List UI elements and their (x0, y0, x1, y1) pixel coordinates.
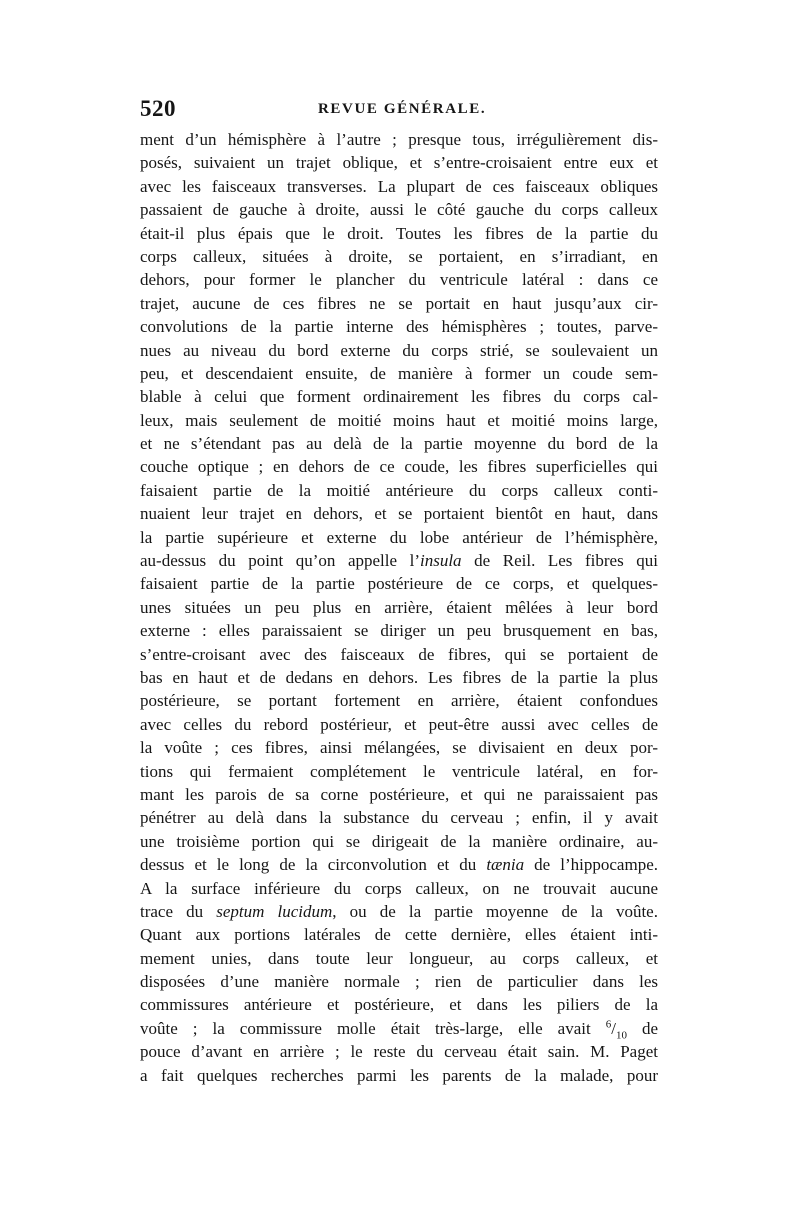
text-segment: de Reil. Les fibres qui (461, 551, 658, 571)
text-line: pouce d’avant en arrière ; le reste du cerveau était sain. M. Paget (140, 1042, 658, 1062)
fraction-denominator: 10 (615, 1029, 627, 1042)
text-line: A la surface inférieure du corps calleux, on ne trouvait aucune (140, 878, 658, 898)
fraction-numerator: 6 (605, 1018, 612, 1031)
text-line: bas en haut et de dedans en dehors. Les fibres de la partie la plus (140, 667, 658, 687)
text-line: postérieure, se portant fortement en arrière, étaient confondues (140, 691, 658, 711)
text-line-mixed (140, 1017, 658, 1040)
fraction-slash: / (611, 1018, 616, 1038)
text-line: passaient de gauche à droite, aussi le côté gauche du corps calleux (140, 200, 658, 220)
text-line: avec celles du rebord postérieur, et peut-être aussi avec celles de (140, 714, 658, 734)
text-line: posés, suivaient un trajet oblique, et s’entre-croisaient entre eux et (140, 153, 658, 173)
text-line-mixed (140, 900, 658, 923)
text-segment: trace du (140, 901, 217, 921)
text-line: convolutions de la partie interne des hémisphères ; toutes, parve- (140, 317, 658, 337)
running-head (140, 96, 660, 126)
text-line: trajet, aucune de ces fibres ne se portait en haut jusqu’aux cir- (140, 293, 658, 313)
text-segment: au-dessus du point qu’on appelle l’ (140, 551, 420, 571)
text-line: corps calleux, situées à droite, se portaient, en s’irradiant, en (140, 246, 658, 266)
text-line: mement unies, dans toute leur longueur, au corps calleux, et (140, 948, 658, 968)
text-segment: voûte ; la commissure molle était très-large, elle avait (140, 1018, 606, 1038)
text-line: tions qui fermaient complétement le ventricule latéral, en for- (140, 761, 658, 781)
text-line: nues au niveau du bord externe du corps strié, se soulevaient un (140, 340, 658, 360)
text-line: commissures antérieure et postérieure, et dans les piliers de la (140, 995, 658, 1015)
text-line: peu, et descendaient ensuite, de manière à former un coude sem- (140, 363, 658, 383)
text-line: était-il plus épais que le droit. Toutes les fibres de la partie du (140, 223, 658, 243)
running-title: REVUE GÉNÉRALE. (318, 101, 487, 117)
text-segment: de (626, 1018, 658, 1038)
text-line: Quant aux portions latérales de cette dernière, elles étaient inti- (140, 925, 658, 945)
text-line: et ne s’étendant pas au delà de la partie moyenne du bord de la (140, 434, 658, 454)
text-line: leux, mais seulement de moitié moins haut et moitié moins large, (140, 410, 658, 430)
text-line: une troisième portion qui se dirigeait de la manière ordinaire, au- (140, 831, 658, 851)
text-segment: de l’hippocampe. (524, 855, 658, 875)
text-line: externe : elles paraissaient se diriger un peu brusquement en bas, (140, 621, 658, 641)
text-line-mixed (140, 549, 658, 572)
text-line: disposées d’une manière normale ; rien de particulier dans les (140, 972, 658, 992)
text-line: blable à celui que forment ordinairement les fibres du corps cal- (140, 387, 658, 407)
text-line: nuaient leur trajet en dehors, et se portaient bientôt en haut, dans (140, 504, 658, 524)
text-segment: dessus et le long de la circonvolution et du (140, 855, 487, 875)
italic-term-septum: septum lucidum (216, 901, 333, 921)
text-line: dehors, pour former le plancher du ventricule latéral : dans ce (140, 270, 658, 290)
text-segment: , ou de la partie moyenne de la voûte. (332, 901, 658, 921)
text-line: la voûte ; ces fibres, ainsi mélangées, se divisaient en deux por- (140, 738, 658, 758)
text-line: couche optique ; en dehors de ce coude, les fibres superficielles qui (140, 457, 658, 477)
italic-term-insula: insula (420, 551, 462, 571)
page-number: 520 (140, 96, 176, 121)
text-line: a fait quelques recherches parmi les parents de la malade, pour (140, 1065, 658, 1085)
text-line: faisaient partie de la partie postérieure de ce corps, et quelques- (140, 574, 658, 594)
italic-term-taenia: tænia (486, 855, 525, 875)
text-line-mixed (140, 853, 658, 876)
text-line: mant les parois de sa corne postérieure, et qui ne paraissaient pas (140, 784, 658, 804)
text-line: la partie supérieure et externe du lobe antérieur de l’hémisphère, (140, 527, 658, 547)
text-line: ment d’un hémisphère à l’autre ; presque tous, irrégulièrement dis- (140, 130, 658, 149)
text-line: unes situées un peu plus en arrière, étaient mêlées à leur bord (140, 597, 658, 617)
text-line: avec les faisceaux transverses. La plupart de ces faisceaux obliques (140, 176, 658, 196)
text-line: s’entre-croisant avec des faisceaux de fibres, qui se portaient de (140, 644, 658, 664)
text-line: faisaient partie de la moitié antérieure du corps calleux conti- (140, 480, 658, 500)
text-line: pénétrer au delà dans la substance du cerveau ; enfin, il y avait (140, 808, 658, 828)
body-text (140, 128, 658, 1087)
